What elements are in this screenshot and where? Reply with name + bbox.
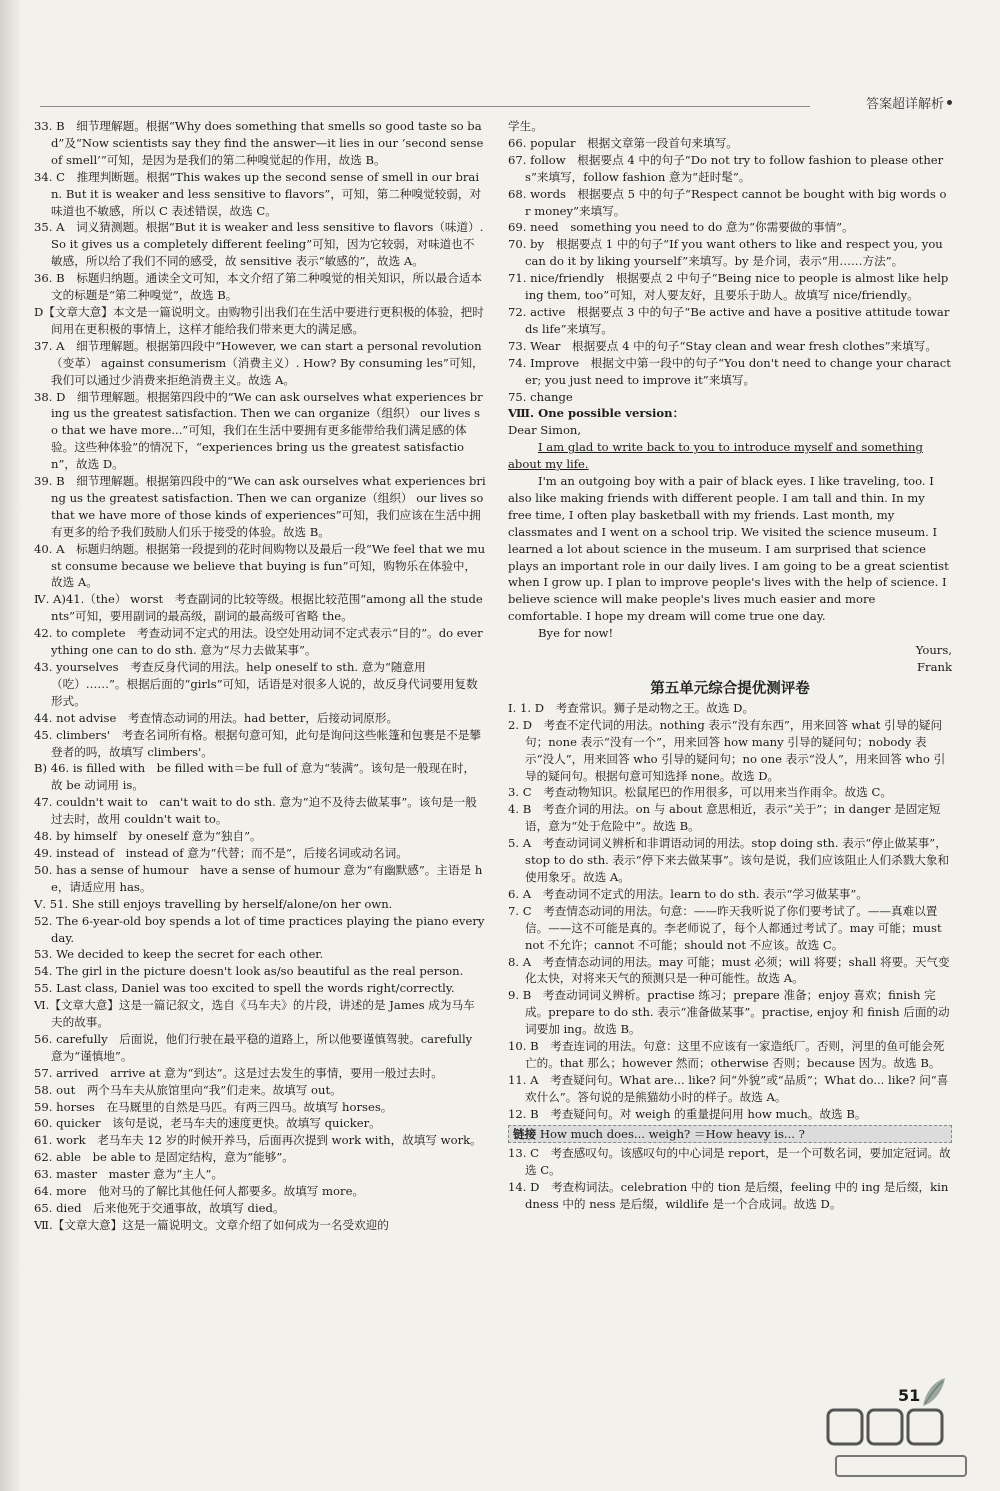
answer-item: 71. nice/friendly 根据要点 2 中句子“Being nice to people is almost like helping them, too”可知，对人要友好，且要乐于助人。故填写 nice/friendly。 xyxy=(508,271,949,303)
answer-item: Ⅰ. 1. D 考查常识。狮子是动物之王。故选 D。 xyxy=(508,700,755,715)
link-note xyxy=(508,1125,952,1144)
answer-item: 7. C 考查情态动词的用法。句意：——昨天我听说了你们要考试了。——真难以置信。——这不可能是真的。李老师说了，每个人都通过考试了。may 可能；must not 不允许；cannot 不可能；should not 不应该。故选 C。 xyxy=(508,903,942,952)
answer-item: 14. D 考查构词法。celebration 中的 tion 是后缀，feeling 中的 ing 是后缀，kindness 中的 ness 是后缀，wildlife 是一个合成词。故选 D。 xyxy=(508,1180,949,1212)
answer-item: 2. D 考查不定代词的用法。nothing 表示“没有东西”，用来回答 what 引导的疑问句；none 表示“没有一个”，用来回答 how many 引导的疑问句；nobody 表示“没人”，用来回答 who 引导的疑问句；no one 表示“没人”，用来回答 who 引导的疑问句。根据句意可知选择 none。故选 D。 xyxy=(508,717,946,783)
answer-item: 学生。 xyxy=(508,119,543,133)
letter-salutation: Dear Simon, xyxy=(508,423,582,438)
answer-item: 62. able be able to 是固定结构，意为“能够”。 xyxy=(34,1150,294,1165)
answer-item: 11. A 考查疑问句。What are... like? 问“外貌”或“品质”；What do... like? 问“喜欢什么”。答句说的是熊猫幼小时的样子。故选 A。 xyxy=(508,1072,949,1104)
answer-item: 55. Last class, Daniel was too excited to spell the words right/correctly. xyxy=(34,981,455,996)
answer-item: 6. A 考查动词不定式的用法。learn to do sth. 表示“学习做某事”。 xyxy=(508,886,868,901)
answer-item: 73. Wear 根据要点 4 中的句子“Stay clean and wear fresh clothes”来填写。 xyxy=(508,338,937,353)
header-title: 答案超详解析 xyxy=(865,97,944,112)
answer-item: 69. need something you need to do 意为“你需要做的事情”。 xyxy=(508,220,854,235)
answer-item: 34. C 推理判断题。根据“This wakes up the second sense of smell in our brain. But it is weaker and less sensitive to flavors”，可知，第二种嗅觉较弱，对味道也不敏感，所以 C 表述错误，故选 C。 xyxy=(34,169,482,218)
answer-item: 67. follow 根据要点 4 中的句子“Do not try to follow fashion to please others”来填写，follow fashion 意为“赶时髦”。 xyxy=(508,152,944,184)
right-column xyxy=(508,118,952,1213)
unit5-section-title: 第五单元综合提优测评卷 xyxy=(650,680,810,697)
answer-item: 3. C 考查动物知识。松鼠尾巴的作用很多，可以用来当作雨伞。故选 C。 xyxy=(508,785,892,800)
answer-item: 42. to complete 考查动词不定式的用法。设空处用动词不定式表示“目的”。do everything one can to do sth. 意为“尽力去做某事”。 xyxy=(34,626,483,658)
answer-item: Ⅵ.【文章大意】这是一篇记叙文，选自《马车夫》的片段，讲述的是 James 成为马车夫的故事。 xyxy=(34,998,475,1030)
unit5-answer-list xyxy=(508,700,952,1123)
answer-item: 47. couldn't wait to can't wait to do sth. 意为“迫不及待去做某事”。该句是一般过去时，故用 couldn't wait to。 xyxy=(34,795,477,827)
header-dot-icon xyxy=(947,100,952,105)
binding-shadow xyxy=(0,0,22,1491)
answer-item: 40. A 标题归纳题。根据第一段提到的花时间购物以及最后一段“We feel that we must consume because we believe that buying is fun”可知，购物乐在体验中，故选 A。 xyxy=(34,541,486,590)
answer-item: 9. B 考查动词词义辨析。practise 练习；prepare 准备；enjoy 喜欢；finish 完成。prepare to do sth. 表示“准备做某事”。practise, enjoy 和 finish 后面的动词要加 ing。故选 B。 xyxy=(508,988,950,1037)
answer-item: 35. A 词义猜测题。根据“But it is weaker and less sensitive to flavors（味道）. So it gives us a completely different feeling”可知，因为它较弱，对味道也不敏感，所以给了我们不同的感受，故 sensitive 表示“敏感的”，故选 A。 xyxy=(34,220,484,269)
answer-item: 60. quicker 该句是说，老马车夫的速度更快。故填写 quicker。 xyxy=(34,1116,381,1131)
answer-item: 52. The 6-year-old boy spends a lot of time practices playing the piano every day. xyxy=(34,913,485,945)
answer-item: 45. climbers' 考查名词所有格。根据句意可知，此句是询问这些帐篷和包裹是不是攀登者的吗，故填写 climbers'。 xyxy=(34,727,481,759)
answer-item: 38. D 细节理解题。根据第四段中的“We can ask ourselves what experiences bring us the greatest satisfaction. Then we can organize（组织） our lives so that we have more...”可知，我们在生活中要拥有更多能带给我们满足感的体验。这些种体验”的情况下，“experiences bring us the greatest satisfaction”，故选 D。 xyxy=(34,389,483,472)
answer-item: 66. popular 根据文章第一段首句来填写。 xyxy=(508,135,738,150)
letter-para2: I'm an outgoing boy with a pair of black eyes. I like traveling, too. I also like making friends with different people. I am tall and thin. In my free time, I often play basketball with my friends. Last month, my classmates and I went on a school trip. We visited the science museum. I learned a lot about science in the museum. I am surprised that science plays an important role in our daily lives. I am going to be a great scientist when I grow up. I plan to improve people's lives with the help of science. I believe science will make people's lives much easier and more comfortable. I hope my dream will come true one day. xyxy=(508,474,949,624)
answer-item: 5. A 考查动词词义辨析和非谓语动词的用法。stop doing sth. 表示“停止做某事”，stop to do sth. 表示“停下来去做某事”。该句是说，我们应该阻止人们杀戮大象和使用象牙。故选 A。 xyxy=(508,836,950,884)
answer-item: Ⅳ. A)41.（the） worst 考查副词的比较等级。根据比较范围“among all the students”可知，要用副词的最高级，副词的最高级可省略 the。 xyxy=(34,592,483,624)
answer-item: 57. arrived arrive at 意为“到达”。这是过去发生的事情，要用一般过去时。 xyxy=(34,1065,443,1080)
answer-item: 64. more 他对马的了解比其他任何人都要多。故填写 more。 xyxy=(34,1184,365,1199)
letter-para1: I am glad to write back to you to introduce myself and something about my life. xyxy=(508,440,923,472)
answer-item: 58. out 两个马车夫从旅馆里向“我”们走来。故填写 out。 xyxy=(34,1082,342,1097)
page-number: 51 xyxy=(898,1386,921,1405)
answer-item: 43. yourselves 考查反身代词的用法。help oneself to sth. 意为“随意用（吃）……”。根据后面的“girls”可知，话语是对很多人说的，故反身代词要用复数形式。 xyxy=(34,660,478,708)
answer-item: Ⅶ.【文章大意】这是一篇说明文。文章介绍了如何成为一名受欢迎的 xyxy=(34,1217,389,1232)
answer-item: 59. horses 在马厩里的自然是马匹。有两三四马。故填写 horses。 xyxy=(34,1099,393,1114)
answer-item: 56. carefully 后面说，他们行驶在最平稳的道路上，所以他要谨慎驾驶。carefully 意为“谨慎地”。 xyxy=(34,1031,473,1063)
left-column xyxy=(34,118,486,1234)
letter-name: Frank xyxy=(917,660,952,674)
answer-item: 50. has a sense of humour have a sense of humour 意为“有幽默感”。主语是 he，请适应用 has。 xyxy=(34,862,483,894)
unit5-answer-list-continued xyxy=(508,1145,952,1213)
answer-item: 49. instead of instead of 意为“代替；而不是”，后接名词或动名词。 xyxy=(34,845,408,860)
answer-item: 12. B 考查疑问句。对 weigh 的重量提问用 how much。故选 B。 xyxy=(508,1106,867,1121)
answer-item: B) 46. is filled with be filled with＝be full of 意为“装满”。该句是一般现在时，故 be 动词用 is。 xyxy=(34,761,476,793)
writing-letter xyxy=(508,405,952,676)
answer-item: 53. We decided to keep the secret for each other. xyxy=(34,947,324,962)
answer-item: 74. Improve 根据文中第一段中的句子“You don't need to change your character; you just need to improve it”来填写。 xyxy=(508,355,951,387)
answer-item: 68. words 根据要点 5 中的句子“Respect cannot be bought with big words or money”来填写。 xyxy=(508,186,947,218)
answer-item: D【文章大意】本文是一篇说明文。由购物引出我们在生活中要进行更积极的体验，把时间用在更积极的事情上，这样才能给我们带来更大的满足感。 xyxy=(34,304,484,336)
header-rule xyxy=(40,106,810,107)
answer-item: 39. B 细节理解题。根据第四段中的“We can ask ourselves what experiences bring us the greatest satisfaction. Then we can organize（组织） our lives so that we have more of those kinds of experiences”可知，我们应该在生活中拥有更多的给予我们鼓励人们乐于接受的体验。故选 B。 xyxy=(34,474,486,539)
letter-signoff: Yours, xyxy=(915,643,952,658)
answer-item: 72. active 根据要点 3 中的句子“Be active and have a positive attitude towards life”来填写。 xyxy=(508,304,950,336)
link-tag: 链接 xyxy=(513,1126,537,1141)
answer-item: 44. not advise 考查情态动词的用法。had better，后接动词原形。 xyxy=(34,710,399,725)
answer-item: 13. C 考查感叹句。该感叹句的中心词是 report，是一个可数名词，要加定冠词。故选 C。 xyxy=(508,1146,951,1178)
answer-item: 54. The girl in the picture doesn't look as/so beautiful as the real person. xyxy=(34,964,464,979)
letter-closing: Bye for now! xyxy=(538,626,614,641)
answer-item: 37. A 细节理解题。根据第四段中“However, we can start a personal revolution（变革） against consumerism（消费主义）. How? By consuming les”可知，我们可以通过少消费来拒绝消费主义。故选 A。 xyxy=(34,338,484,387)
answer-item: 63. master master 意为“主人”。 xyxy=(34,1167,224,1182)
link-text: How much does... weigh? ＝How heavy is... ? xyxy=(539,1126,805,1141)
answer-item: 4. B 考查介词的用法。on 与 about 意思相近，表示“关于”；in danger 是固定短语，意为“处于危险中”。故选 B。 xyxy=(508,802,941,834)
watermark-logo-icon xyxy=(820,1404,980,1484)
letter-heading: Ⅷ. One possible version： xyxy=(508,406,685,421)
answer-item: 65. died 后来他死于交通事故，故填写 died。 xyxy=(34,1201,285,1215)
answer-item: 70. by 根据要点 1 中的句子“If you want others to like and respect you, you can do it by liking yourself”来填写。by 是介词，表示“用……方法”。 xyxy=(508,237,943,269)
answer-item: Ⅴ. 51. She still enjoys travelling by herself/alone/on her own. xyxy=(34,896,393,911)
answer-item: 36. B 标题归纳题。通读全文可知，本文介绍了第二种嗅觉的相关知识，所以最合适本文的标题是“第二种嗅觉”，故选 B。 xyxy=(34,271,483,303)
answer-item: 75. change xyxy=(508,389,573,404)
answer-item: 8. A 考查情态动词的用法。may 可能；must 必须；will 将要；shall 将要。天气变化太快，对将来天气的预测只是一种可能性。故选 A。 xyxy=(508,954,950,986)
answer-item: 10. B 考查连词的用法。句意：这里不应该有一家造纸厂。否则，河里的鱼可能会死亡的。that 那么；however 然而；otherwise 否则；because 因为。故选 B。 xyxy=(508,1039,945,1070)
answer-item: 33. B 细节理解题。根据“Why does something that smells so good taste so bad”及“Now scientists say they find the answer—it lies in our ‘second sense of smell’”可知，是因为是我们的第二种嗅觉起的作用，故选 B。 xyxy=(34,119,484,167)
answer-list-66-75 xyxy=(508,118,952,405)
answer-item: 48. by himself by oneself 意为“独自”。 xyxy=(34,829,262,844)
answer-item: 61. work 老马车夫 12 岁的时候开养马，后面再次提到 work with，故填写 work。 xyxy=(34,1133,482,1148)
